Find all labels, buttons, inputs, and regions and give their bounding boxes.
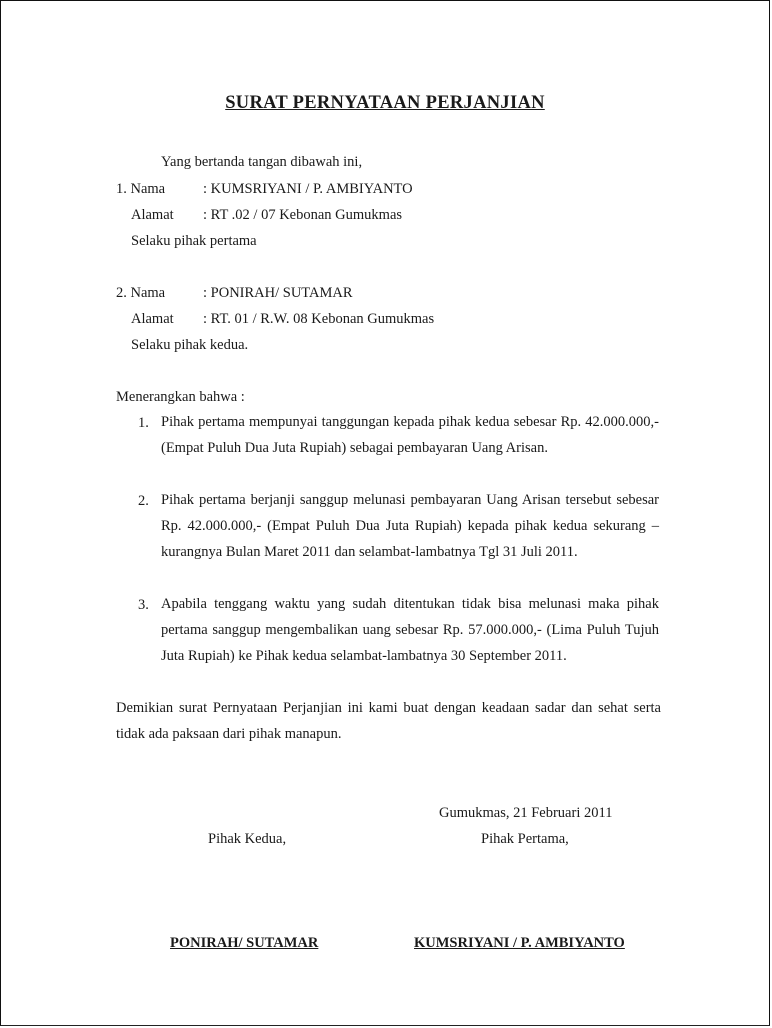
- party1-role: Selaku pihak pertama: [131, 233, 257, 249]
- first-party-label: Pihak Pertama,: [481, 831, 569, 847]
- party2-address-value: : RT. 01 / R.W. 08 Kebonan Gumukmas: [203, 311, 435, 327]
- party2-address-label: Alamat: [131, 311, 174, 327]
- party1-name-value: : KUMSRIYANI / P. AMBIYANTO: [203, 181, 413, 197]
- party2-role: Selaku pihak kedua.: [131, 337, 249, 353]
- party1-name-label: 1. Nama: [116, 181, 166, 197]
- second-party-label: Pihak Kedua,: [208, 831, 287, 847]
- list-item: Apabila tenggang waktu yang sudah ditentukan tidak bisa melunasi maka pihak pertama sanggup mengembalikan uang sebesar Rp. 57.000.000,- (Lima Puluh Tujuh Juta Rupiah) ke Pihak kedua selambat-lambatnya 30 September 2011.: [161, 596, 659, 664]
- party2-name-label: 2. Nama: [116, 285, 166, 301]
- list-item: Pihak pertama mempunyai tanggungan kepada pihak kedua sebesar Rp. 42.000.000,- (Empat Puluh Dua Juta Rupiah) sebagai pembayaran Uang Arisan.: [161, 414, 659, 456]
- document-title: SURAT PERNYATAAN PERJANJIAN: [225, 93, 545, 113]
- party1-address-value: : RT .02 / 07 Kebonan Gumukmas: [203, 207, 403, 223]
- list-item-number: 2.: [138, 493, 149, 509]
- party2-name-value: : PONIRAH/ SUTAMAR: [203, 285, 353, 301]
- party1-address-label: Alamat: [131, 207, 174, 223]
- closing-paragraph: Demikian surat Pernyataan Perjanjian ini kami buat dengan keadaan sadar dan sehat serta tidak ada paksaan dari pihak manapun.: [116, 700, 661, 742]
- list-item-number: 3.: [138, 597, 149, 613]
- statement-heading: Menerangkan bahwa :: [116, 389, 245, 405]
- list-item-number: 1.: [138, 415, 149, 431]
- intro-text: Yang bertanda tangan dibawah ini,: [161, 154, 363, 170]
- second-party-signature-name: PONIRAH/ SUTAMAR: [170, 935, 319, 951]
- place-date: Gumukmas, 21 Februari 2011: [439, 805, 613, 821]
- first-party-signature-name: KUMSRIYANI / P. AMBIYANTO: [414, 935, 625, 951]
- list-item: Pihak pertama berjanji sanggup melunasi pembayaran Uang Arisan tersebut sebesar Rp. 42.000.000,- (Empat Puluh Dua Juta Rupiah) kepada pihak kedua sekurang – kurangnya Bulan Maret 2011 dan selambat-lambatnya Tgl 31 Juli 2011.: [161, 492, 659, 560]
